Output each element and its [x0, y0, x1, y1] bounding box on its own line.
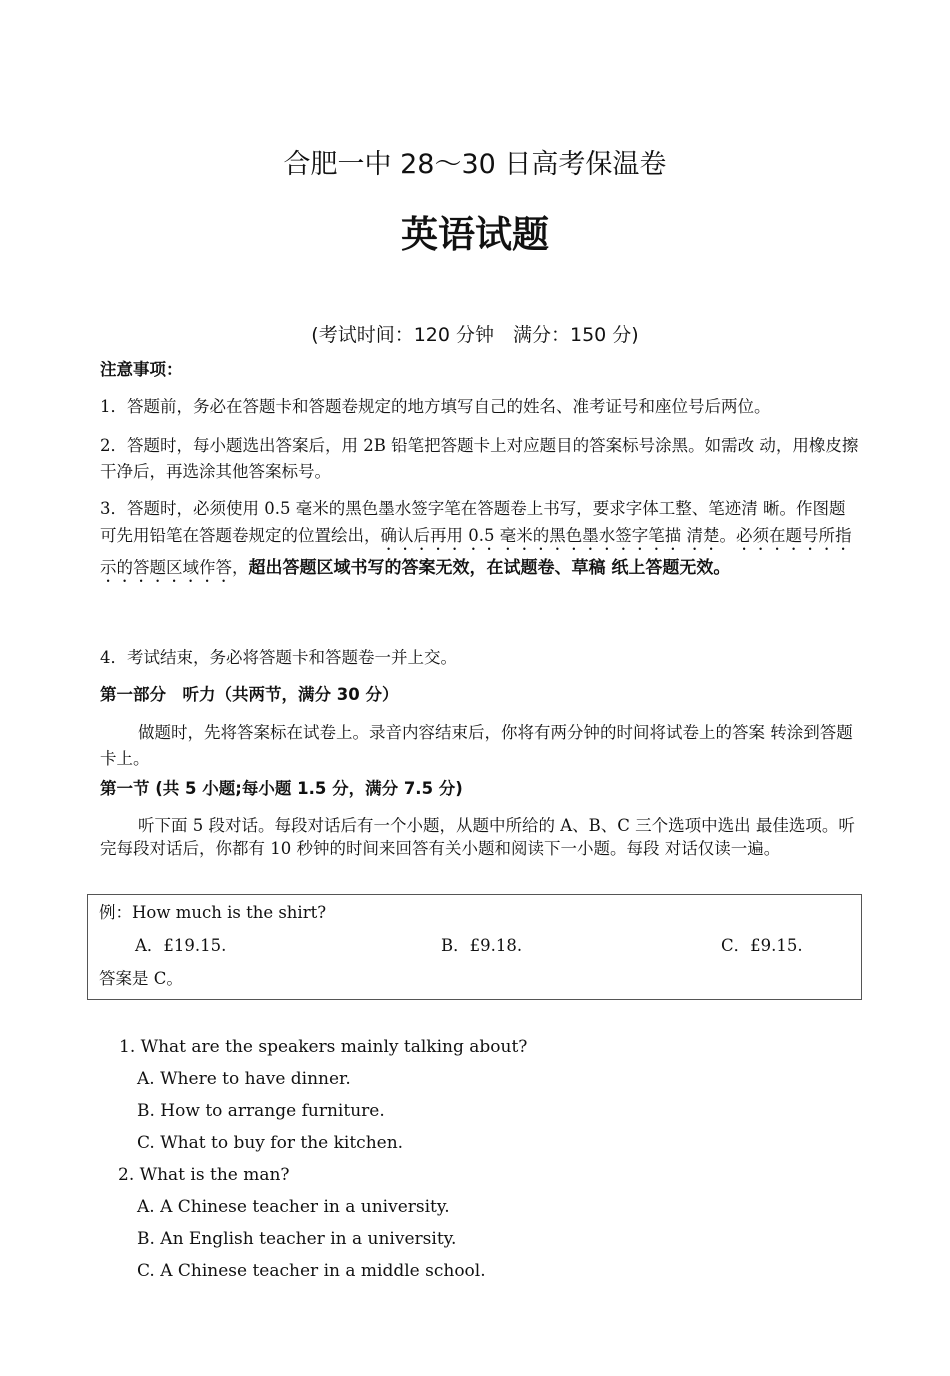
question-1-option-c: C. What to buy for the kitchen. [137, 1133, 404, 1153]
exam-info: (考试时间：120 分钟 满分：150 分) [311, 324, 639, 346]
notes-heading: 注意事项： [100, 360, 183, 379]
note-item-3-emphasis: 超出答题区域书写的答案无效，在试题卷、草稿 纸上答题无效。 [248, 558, 731, 578]
example-option-c: C．£9.15. [721, 936, 803, 955]
note-item-3-text-c: 必须在题号所指示的答题区域作答， [100, 526, 852, 577]
question-1-stem: 1. What are the speakers mainly talking about? [119, 1037, 528, 1057]
example-option-b: B．£9.18. [441, 936, 523, 955]
question-1-option-a: A. Where to have dinner. [137, 1069, 351, 1089]
school-title: 合肥一中 28～30 日高考保温卷 [283, 149, 667, 180]
section1-instructions: 听下面 5 段对话。每段对话后有一个小题，从题中所给的 A、B、C 三个选项中选出 最佳选项。听完每段对话后，你都有 10 秒钟的时间来回答有关小题和阅读下一小题。每段 对话仅读一遍。 [100, 816, 855, 858]
note-item-4: 4．考试结束，务必将答题卡和答题卷一并上交。 [100, 648, 457, 667]
example-box [87, 894, 862, 1000]
note-item-2: 2．答题时，每小题选出答案后，用 2B 铅笔把答题卡上对应题目的答案标号涂黑。如需改 动，用橡皮擦干净后，再选涂其他答案标号。 [100, 436, 859, 481]
question-2-stem: 2. What is the man? [118, 1165, 290, 1185]
example-option-a: A．£19.15. [135, 936, 227, 955]
note-item-3-text-b: 确认后再用 0.5 毫米的黑色墨水签字笔描 清楚。 [380, 526, 736, 545]
question-2-option-a: A. A Chinese teacher in a university. [137, 1197, 450, 1217]
question-2-option-c: C. A Chinese teacher in a middle school. [137, 1261, 486, 1281]
subject-title: 英语试题 [401, 213, 549, 256]
note-item-3-text-a: 3．答题时，必须使用 0.5 毫米的黑色墨水签字笔在答题卷上书写，要求字体工整、笔迹清 晰。作图题可先用铅笔在答题卷规定的位置绘出， [100, 499, 846, 545]
question-2-option-b: B. An English teacher in a university. [137, 1229, 457, 1249]
note-item-3 [100, 495, 860, 586]
question-1-option-b: B. How to arrange furniture. [137, 1101, 385, 1121]
example-answer: 答案是 C。 [99, 969, 183, 988]
part1-instructions: 做题时，先将答案标在试卷上。录音内容结束后，你将有两分钟的时间将试卷上的答案 转涂到答题卡上。 [100, 723, 853, 768]
example-question: 例：How much is the shirt? [99, 903, 327, 922]
part1-heading: 第一部分 听力（共两节，满分 30 分） [100, 685, 399, 704]
note-item-1: 1．答题前，务必在答题卡和答题卷规定的地方填写自己的姓名、准考证号和座位号后两位。 [100, 397, 771, 416]
section1-heading: 第一节 (共 5 小题;每小题 1.5 分，满分 7.5 分) [100, 779, 463, 798]
